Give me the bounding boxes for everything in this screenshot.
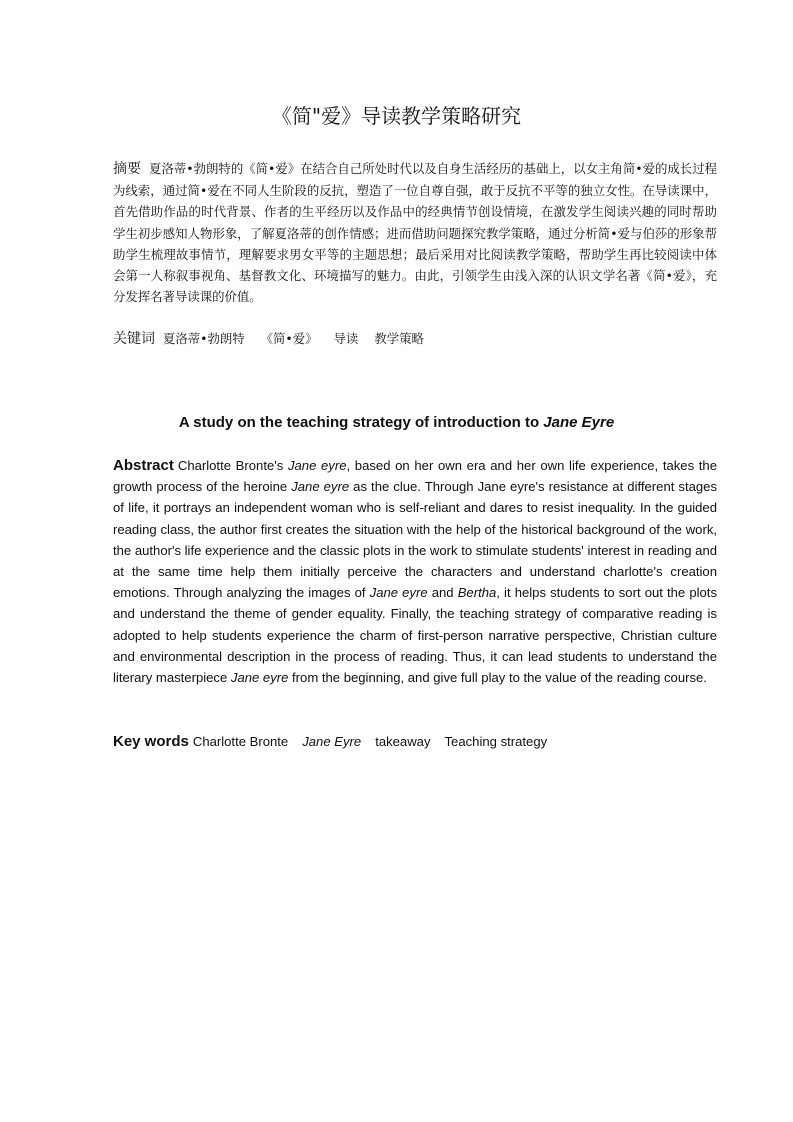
chinese-title: 《简"爱》导读教学策略研究 <box>271 104 522 128</box>
chinese-abstract-label: 摘要 <box>113 161 142 177</box>
english-abstract <box>113 455 717 688</box>
abstract-italic-title: Jane eyre <box>230 670 289 686</box>
abstract-text-segment: and <box>427 585 458 601</box>
english-keywords-label: Key words <box>113 733 189 750</box>
chinese-abstract-text: 夏洛蒂•勃朗特的《简•爱》在结合自己所处时代以及自身生活经历的基础上，以女主角简•爱的成长过程为线索，通过简•爱在不同人生阶段的反抗，塑造了一位自尊自强，敢于反抗不平等的独立女性。在导读课中，首先借助作品的时代背景、作者的生平经历以及作品中的经典情节创设情境，在激发学生阅读兴趣的同时帮助学生初步感知人物形象，了解夏洛蒂的创作情感；进而借助问题探究教学策略，通过分析简•爱与伯莎的形象帮助学生梳理故事情节，理解要求男女平等的主题思想；最后采用对比阅读教学策略，帮助学生再比较阅读中体会第一人称叙事视角、基督教文化、环境描写的魅力。由此，引领学生由浅入深的认识文学名著《简•爱》，充分发挥名著导读课的价值。 <box>113 161 717 305</box>
chinese-abstract <box>113 158 717 307</box>
keyword: 导读 <box>333 331 359 346</box>
keyword: 夏洛蒂•勃朗特 <box>163 331 245 346</box>
keyword: 教学策略 <box>374 331 424 346</box>
abstract-text-segment: , it helps students to sort out the plots and understand the theme of gender equality. Finally, the teaching strategy of comparative reading is adopted to help students experience the charm of first-person narrative perspective, Christian culture and environmental description in the process of reading. Thus, it can lead students to understand the literary masterpiece <box>113 585 717 686</box>
abstract-italic-title: Jane eyre <box>291 479 350 495</box>
english-abstract-label: Abstract <box>113 457 174 474</box>
abstract-text-segment: , based on her own era and her own life experience, takes the growth process of the heroine <box>113 458 717 495</box>
abstract-text-segment: from the beginning, and give full play to the value of the reading course. <box>288 670 707 686</box>
abstract-italic-title: Jane eyre <box>369 585 428 601</box>
english-title-italic: Jane Eyre <box>543 414 615 431</box>
keyword: takeaway <box>375 734 431 749</box>
chinese-keywords-label: 关键词 <box>113 331 155 347</box>
english-title <box>0 412 793 434</box>
abstract-italic-title: Jane eyre <box>287 458 347 473</box>
keyword: Charlotte Bronte <box>192 734 289 749</box>
keyword: 《简•爱》 <box>260 331 318 346</box>
abstract-text-segment: Charlotte Bronte's <box>177 458 288 473</box>
abstract-text-segment: as the clue. Through Jane eyre's resistance at different stages of life, it portrays an independent woman who is self-reliant and dares to resist inequality. In the guided reading class, the author first creates the situation with the help of the historical background of the work, the author's life experience and the classic plots in the work to stimulate students' interest in reading and at the same time help them initially perceive the characters and understand charlotte's creation emotions. Through analyzing the images of <box>113 479 718 601</box>
english-keywords <box>113 731 717 753</box>
chinese-keywords <box>113 328 717 350</box>
keyword: Teaching strategy <box>444 734 548 749</box>
keyword: Jane Eyre <box>302 734 362 749</box>
english-title-prefix: A study on the teaching strategy of introduction to <box>178 414 544 431</box>
abstract-italic-name: Bertha <box>457 585 497 601</box>
